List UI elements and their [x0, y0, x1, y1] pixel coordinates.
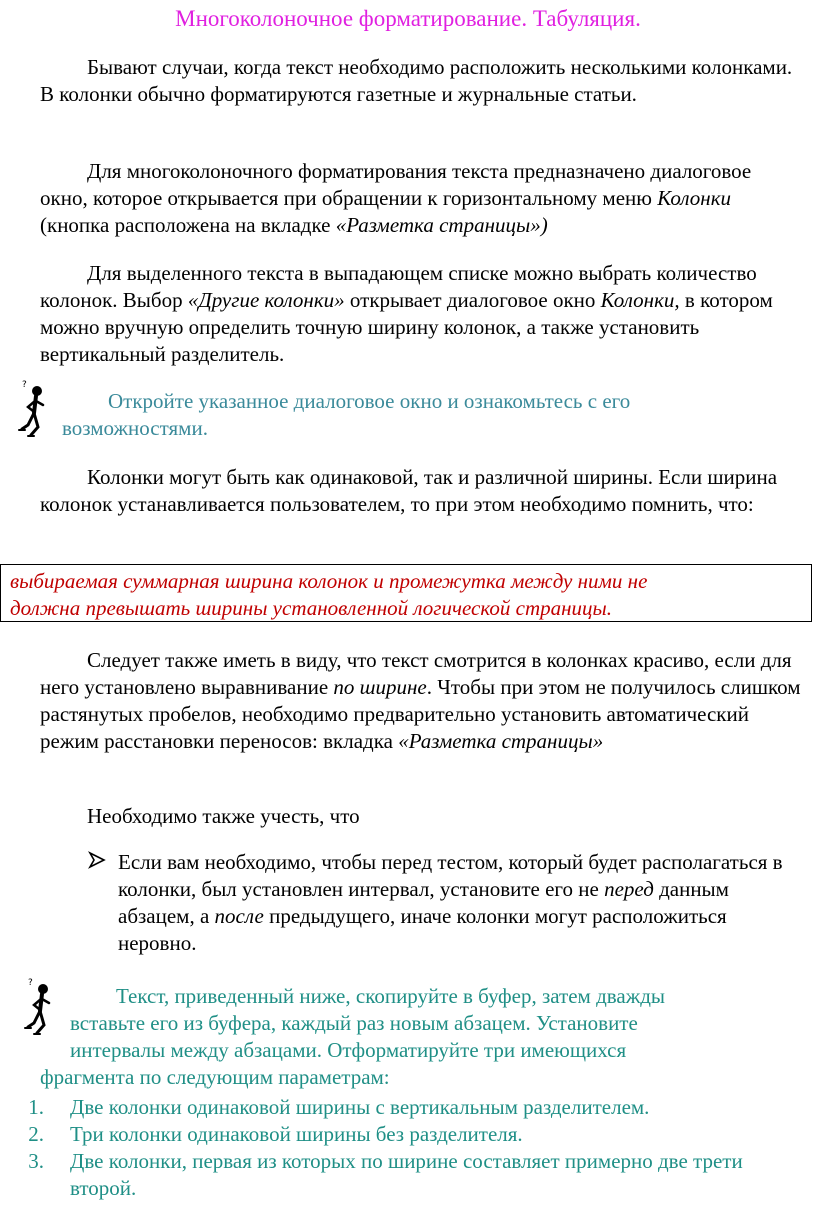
task2-line2: вставьте его из буфера, каждый раз новым абзацем. Установите: [70, 1011, 638, 1035]
bullet-text: [118, 849, 808, 957]
list-item-text: Две колонки одинаковой ширины с вертикальным разделителем.: [70, 1095, 650, 1119]
paragraph-dropdown-text-a: Для выделенного текста в выпадающем списке можно выбрать количество колонок. Выбор: [40, 261, 757, 312]
option-other-columns: «Другие колонки»: [187, 288, 345, 312]
list-item-number: 2.: [28, 1122, 44, 1146]
paragraph-dialog: [40, 158, 802, 239]
thinking-man-icon-2: [22, 975, 56, 1039]
bullet-text-e: предыдущего, иначе колонки могут расположиться неровно.: [118, 904, 727, 955]
list-item: [14, 1094, 804, 1121]
list-item-text: Три колонки одинаковой ширины без разделителя.: [70, 1122, 523, 1146]
bullet-text-a: Если вам необходимо, чтобы перед тестом, который будет располагаться в колонки, был установлен интервал, установите его не: [118, 850, 783, 901]
paragraph-dialog-text-a: Для многоколоночного форматирования текста предназначено диалоговое окно, которое открывается при обращении к горизонтальному меню: [40, 159, 752, 210]
paragraph-widths: [40, 464, 802, 518]
paragraph-dropdown-text-c: открывает диалоговое окно: [344, 288, 601, 312]
tab-name-page-layout: «Разметка страницы»): [335, 213, 548, 237]
bullet-word-before: перед: [604, 877, 654, 901]
list-item-number: 1.: [28, 1095, 44, 1119]
tab-name-page-layout-2: «Разметка страницы»: [398, 729, 604, 753]
arrow-bullet-icon: [88, 851, 106, 869]
page-title: Многоколоночное форматирование. Табуляция.: [175, 6, 641, 31]
rule-box: [0, 564, 812, 622]
rule-line1: выбираемая суммарная ширина колонок и промежутка между ними не: [10, 569, 648, 593]
list-item: [14, 1121, 804, 1148]
paragraph-justify-text-c: . Чтобы при этом не получилось слишком растянутых пробелов, необходимо предварительно установить автоматический режим расстановки переносов: вкладка: [40, 675, 801, 753]
task1-line1: Откройте указанное диалоговое окно и ознакомьтесь с его: [108, 389, 631, 413]
paragraph-intro: [40, 54, 802, 108]
list-item-number: 3.: [28, 1149, 44, 1173]
rule-line2: должна превышать ширины установленной логической страницы.: [10, 596, 613, 620]
paragraph-justify-text-a: Следует также иметь в виду, что текст смотрится в колонках красиво, если для него установлено выравнивание: [40, 648, 792, 699]
svg-text:?: ?: [28, 978, 33, 988]
paragraph-widths-text: Колонки могут быть как одинаковой, так и различной ширины. Если ширина колонок устанавливается пользователем, то при этом необходимо помнить, что:: [40, 465, 778, 516]
paragraph-note-text: Необходимо также учесть, что: [87, 804, 360, 828]
bullet-word-after: после: [214, 904, 264, 928]
bullet-text-c: данным абзацем, а: [118, 877, 729, 928]
list-item: [14, 1148, 804, 1202]
dialog-name-columns: Колонки,: [600, 288, 680, 312]
paragraph-dropdown: [40, 260, 802, 368]
task2-line1: Текст, приведенный ниже, скопируйте в буфер, затем дважды: [116, 984, 666, 1008]
task2-line3: интервалы между абзацами. Отформатируйте три имеющихся: [70, 1038, 627, 1062]
paragraph-justify: [40, 647, 802, 755]
paragraph-dialog-text-c: (кнопка расположена на вкладке: [40, 213, 336, 237]
alignment-justify: по ширине: [333, 675, 427, 699]
task2-line4: фрагмента по следующим параметрам:: [40, 1065, 390, 1089]
numbered-list: [14, 1094, 804, 1202]
paragraph-intro-text: Бывают случаи, когда текст необходимо расположить несколькими колонками. В колонки обычно форматируются газетные и журнальные статьи.: [40, 55, 793, 106]
list-item-text: Две колонки, первая из которых по ширине составляет примерно две трети второй.: [70, 1149, 743, 1200]
paragraph-note: [40, 803, 802, 830]
menu-name-columns: Колонки: [657, 186, 732, 210]
paragraph-dropdown-text-e: в котором можно вручную определить точную ширину колонок, а также установить вертикальный разделитель.: [40, 288, 773, 366]
svg-text:?: ?: [22, 380, 27, 390]
thinking-man-icon: [16, 377, 50, 441]
task1-line2: возможностями.: [62, 416, 208, 440]
